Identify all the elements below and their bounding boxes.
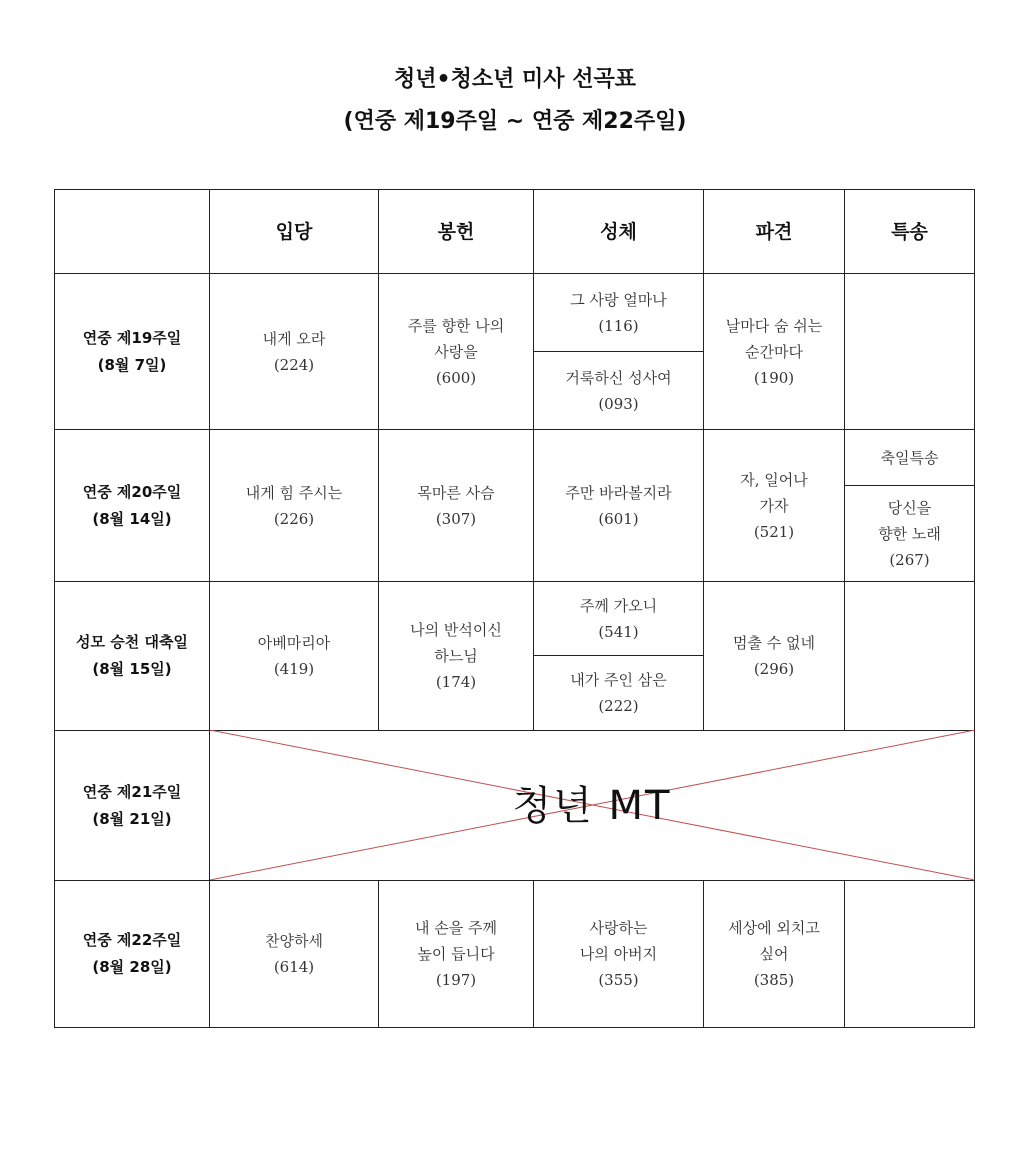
- special-song-week20: 당신을 향한 노래 (267): [878, 498, 941, 569]
- row-label-week22: 연중 제22주일 (8월 28일): [82, 931, 182, 976]
- special-song-label-week20: 축일특송: [880, 448, 939, 467]
- row-label-assumption: 성모 승천 대축일 (8월 15일): [76, 633, 188, 678]
- song-table: [54, 189, 975, 1028]
- communion-song-week19-b: 거룩하신 성사여 (093): [565, 368, 672, 413]
- page-subtitle: (연중 제19주일 ~ 연중 제22주일): [343, 109, 687, 134]
- offertory-song-week19: 주를 향한 나의 사랑을 (600): [407, 316, 505, 387]
- header-entrance: 입당: [275, 220, 313, 243]
- youth-mt-event: 청년 MT: [512, 782, 672, 829]
- row-label-week21: 연중 제21주일 (8월 21일): [82, 782, 182, 828]
- row-label-week20: 연중 제20주일 (8월 14일): [82, 482, 182, 528]
- dismissal-song-week20: 자, 일어나 가자 (521): [740, 470, 808, 541]
- communion-song-assumption-b: 내가 주인 삼은 (222): [570, 671, 667, 715]
- offertory-song-assumption: 나의 반석이신 하느님 (174): [410, 621, 502, 691]
- header-dismissal: 파견: [755, 220, 793, 243]
- header-communion: 성체: [600, 220, 637, 243]
- page-title: 청년•청소년 미사 선곡표: [394, 67, 636, 92]
- header-offertory: 봉헌: [437, 220, 475, 243]
- entrance-song-week20: 내게 힘 주시는 (226): [245, 483, 343, 528]
- dismissal-song-week22: 세상에 외치고 싶어 (385): [728, 919, 820, 989]
- communion-song-week20: 주만 바라볼지라 (601): [565, 483, 672, 528]
- offertory-song-week20: 목마른 사슴 (307): [417, 483, 495, 528]
- header-special: 특송: [891, 220, 928, 243]
- entrance-song-week22: 찬양하세 (614): [265, 932, 323, 976]
- communion-song-assumption-a: 주께 가오니 (541): [579, 596, 658, 641]
- communion-song-week19-a: 그 사랑 얼마나 (116): [570, 290, 667, 335]
- communion-song-week22: 사랑하는 나의 아버지 (355): [579, 919, 658, 989]
- row-label-week19: 연중 제19주일 (8월 7일): [82, 328, 182, 374]
- entrance-song-week19: 내게 오라 (224): [262, 329, 326, 374]
- dismissal-song-week19: 날마다 숨 쉬는 순간마다 (190): [725, 316, 823, 387]
- entrance-song-assumption: 아베마리아 (419): [257, 634, 331, 678]
- dismissal-song-assumption: 멈출 수 없네 (296): [733, 634, 815, 678]
- offertory-song-week22: 내 손을 주께 높이 듭니다 (197): [415, 919, 497, 989]
